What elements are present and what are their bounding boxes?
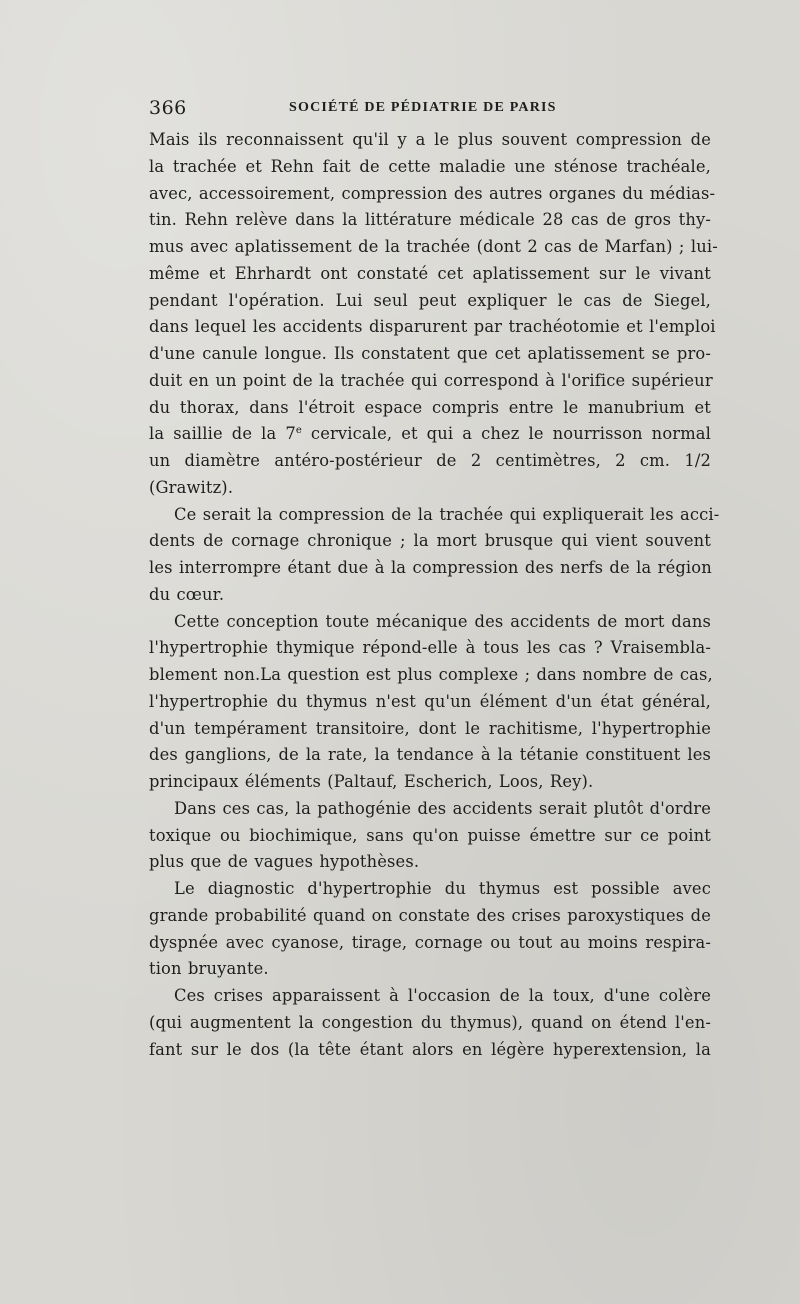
text-line: la trachée et Rehn fait de cette maladie une sténose trachéale, [149,156,711,176]
text-line: fant sur le dos (la tête étant alors en légère hyperextension, la [149,1039,711,1059]
line-text-after: cervicale, et qui a chez le nourrisson normal [301,424,712,444]
text-line: (qui augmentent la congestion du thymus), quand on étend l'en- [149,1012,711,1032]
superscript-ordinal: e [295,425,302,437]
text-line: même et Ehrhardt ont constaté cet aplatissement sur le vivant [149,263,711,283]
paragraph-first-line: Ces crises apparaissent à l'occasion de la toux, d'une colère [174,986,711,1005]
text-line: mus avec aplatissement de la trachée (dont 2 cas de Marfan) ; lui- [149,237,718,256]
text-line: du thorax, dans l'étroit espace compris entre le manubrium et [149,397,711,417]
text-line: du cœur. [149,584,225,604]
text-line: principaux éléments (Paltauf, Escherich, Loos, Rey). [149,772,594,791]
text-line: Mais ils reconnaissent qu'il y a le plus souvent compression de [149,130,711,149]
text-line: blement non.La question est plus complexe ; dans nombre de cas, [149,665,713,684]
text-line: pendant l'opération. Lui seul peut expliquer le cas de Siegel, [149,290,711,310]
text-line: duit en un point de la trachée qui correspond à l'orifice supérieur [149,370,713,390]
text-line: l'hypertrophie thymique répond-elle à tous les cas ? Vraisembla- [149,638,711,658]
paragraph-first-line: Dans ces cas, la pathogénie des accidents serait plutôt d'ordre [174,798,711,818]
text-line-with-superscript [149,421,711,448]
line-text-before: la saillie de la 7 [149,424,296,444]
text-line: dans lequel les accidents disparurent par trachéotomie et l'emploi [149,317,716,337]
text-line: d'une canule longue. Ils constatent que cet aplatissement se pro- [149,344,711,363]
text-line: d'un tempérament transitoire, dont le rachitisme, l'hypertrophie [149,718,711,738]
text-line: avec, accessoirement, compression des autres organes du médias- [149,183,716,203]
running-head [149,97,717,121]
text-line: plus que de vagues hypothèses. [149,852,420,872]
text-line: dents de cornage chronique ; la mort brusque qui vient souvent [149,531,711,551]
text-line: toxique ou biochimique, sans qu'on puisse émettre sur ce point [149,825,711,845]
text-line: dyspnée avec cyanose, tirage, cornage ou tout au moins respira- [149,932,711,952]
text-line: l'hypertrophie du thymus n'est qu'un élément d'un état général, [149,691,711,711]
journal-title: SOCIÉTÉ DE PÉDIATRIE DE PARIS [289,100,557,115]
text-line: un diamètre antéro-postérieur de 2 centimètres, 2 cm. 1/2 [149,451,711,470]
text-line: grande probabilité quand on constate des crises paroxystiques de [149,905,711,925]
text-body [149,127,720,1063]
text-line: tion bruyante. [149,959,269,979]
paragraph-first-line: Ce serait la compression de la trachée qui expliquerait les acci- [174,504,720,524]
paragraph-first-line: Le diagnostic d'hypertrophie du thymus est possible avec [174,879,711,898]
text-line: (Grawitz). [149,477,234,497]
text-line: des ganglions, de la rate, la tendance à la tétanie constituent les [149,745,711,765]
page-number: 366 [149,97,187,119]
text-line: tin. Rehn relève dans la littérature médicale 28 cas de gros thy- [149,210,711,230]
paragraph-first-line: Cette conception toute mécanique des accidents de mort dans [174,611,711,631]
text-line: les interrompre étant due à la compression des nerfs de la région [149,558,712,577]
